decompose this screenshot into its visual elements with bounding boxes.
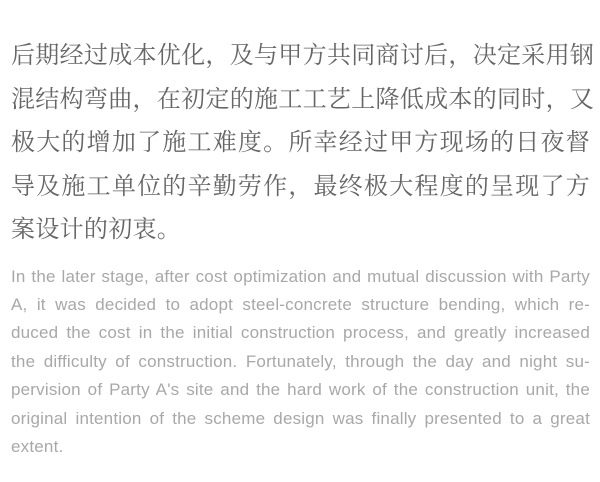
english-text-line: original intention of the scheme design was finally presented to a great [11,408,590,428]
chinese-text-line: 导及施工单位的辛勤劳作，最终极大程度的呈现了方 [11,172,590,200]
english-text-line: pervision of Party A's site and the hard work of the construction unit, the [11,380,590,400]
chinese-text-line: 极大的增加了施工难度。所幸经过甲方现场的日夜督 [11,129,590,156]
english-text-line: duced the cost in the initial construction process, and greatly increased [11,323,590,343]
chinese-text-line: 案设计的初衷。 [11,216,182,243]
chinese-text-line: 后期经过成本优化，及与甲方共同商讨后，决定采用钢 [11,42,595,69]
english-paragraph [11,263,590,462]
english-text-line: In the later stage, after cost optimization and mutual discussion with Party [11,266,590,286]
english-text-line: A, it was decided to adopt steel-concrete structure bending, which re- [11,294,590,314]
chinese-text-line: 混结构弯曲，在初定的施工工艺上降低成本的同时，又 [11,85,595,113]
english-text-line: extent. [11,436,64,456]
chinese-paragraph [11,34,595,252]
english-text-line: the difficulty of construction. Fortunately, through the day and night su- [11,351,590,371]
